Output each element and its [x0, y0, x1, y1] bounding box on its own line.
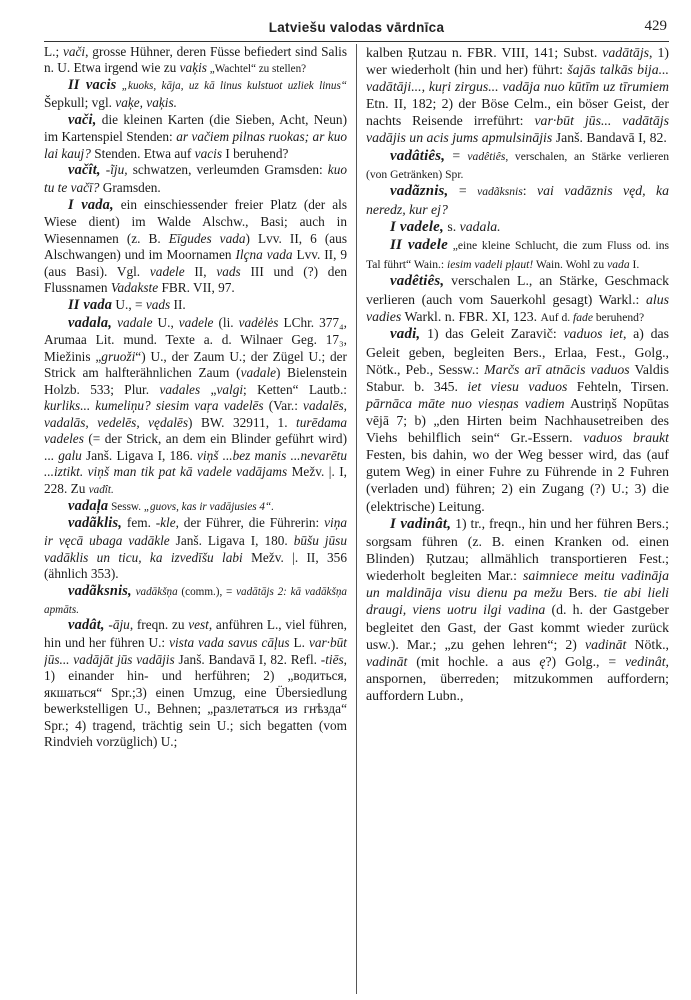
- entry-text: vadināt: [366, 653, 408, 669]
- entry-text: Eīgudes vada: [168, 230, 246, 246]
- entry-text: ; Ketten“ Lautb.:: [243, 381, 347, 397]
- entry-text: galu: [58, 447, 82, 463]
- entry-text: ein einschiessender freier Platz (der als Wiese dient) im Walde Alschw., Basi; auch in Wiesennamen (z. B.: [44, 196, 347, 246]
- right-column: [356, 44, 669, 994]
- entry-text: (Var.:: [263, 398, 304, 414]
- entry-headword: vadala,: [68, 314, 113, 331]
- entry-headword: II vacis: [68, 77, 117, 94]
- header-rule: [44, 41, 669, 42]
- entry-text: kalben Ŗutzau n. FBR. VIII, 141; Subst.: [366, 45, 603, 60]
- entry-text: Ilçna vada: [235, 247, 293, 263]
- entry-text: Marčs arī atnācis vaduos: [484, 361, 630, 377]
- entry-text: iet viesu vaduos: [467, 378, 568, 394]
- entry-text: gruoži: [101, 348, 136, 364]
- entry-headword: vači,: [68, 111, 97, 128]
- entry-headword: vadâtiês,: [390, 147, 446, 164]
- dictionary-entry: [44, 197, 347, 297]
- entry-text: s.: [443, 218, 460, 234]
- entry-text: vadalēs, vadalās, vedelēs, vędalēs: [44, 398, 347, 430]
- entry-headword: vadi,: [390, 326, 421, 343]
- entry-text: vadātājs: [602, 45, 650, 60]
- entry-text: vaduos iet: [563, 326, 624, 342]
- entry-text: U., =: [112, 296, 146, 312]
- entry-text: U.,: [152, 314, 179, 330]
- entry-text: vadêtiês: [467, 149, 506, 163]
- entry-text: Mežv. |. II, 356 (ähnlich 353).: [44, 549, 347, 582]
- entry-text: vadale: [240, 365, 277, 381]
- entry-text: vada: [607, 257, 630, 271]
- entry-text: , freqn. zu: [129, 617, 189, 633]
- entry-headword: vadãklis,: [68, 515, 123, 532]
- entry-headword: vadêtiês,: [390, 273, 445, 290]
- entry-text: „: [200, 381, 217, 397]
- entry-text: vaķe, vaķis.: [115, 95, 177, 111]
- page-header: [44, 0, 669, 44]
- entry-text: „Wachtel“ zu stellen?: [206, 63, 307, 76]
- entry-text: ) Bielenstein Holzb. 533; Plur.: [44, 365, 347, 397]
- dictionary-entry: [366, 182, 669, 218]
- entry-headword: I vadinât,: [390, 515, 452, 532]
- entry-text: vai vadāznis vęd, ka neredz, kur ej?: [366, 183, 669, 217]
- entry-headword: I vadele,: [390, 218, 444, 235]
- entry-text: vadales: [159, 381, 201, 397]
- entry-text: , grosse Hühner, deren Füsse befiedert sind Salis n. U. Etwa irgend wie zu: [44, 44, 348, 76]
- entry-text: FBR. VII, 97.: [158, 280, 235, 296]
- entry-text: „guovs, kas ir vadājusies 4“.: [143, 500, 275, 513]
- entry-text: fade: [573, 310, 593, 324]
- entry-text: schwatzen, verleumden Gramsden:: [127, 162, 328, 178]
- entry-text: -ĩju,: [100, 162, 128, 178]
- entry-text: ?) Golg., =: [545, 653, 625, 669]
- entry-text: kle: [160, 515, 176, 531]
- entry-text: vadātājs 2: kā vadākšņa apmāts.: [44, 585, 347, 616]
- running-title: Latviešu valodas vārdnīca: [268, 20, 445, 35]
- two-column-body: [44, 44, 669, 994]
- entry-text: , 1) wer wiederholt (hin und her) führt:: [366, 45, 669, 78]
- entry-text: ę: [539, 653, 546, 669]
- entry-text: vedinât: [624, 653, 666, 669]
- entry-text: vads: [216, 263, 241, 279]
- entry-text: , anspornen, überreden; mitzukommen auffordern; auffordern Lubn.,: [366, 653, 669, 703]
- entry-text: kurliks... kumeliņu? siesim vaŗa vadelēs: [44, 398, 264, 414]
- entry-text: pārnāca māte nuo viesņas vadiem: [366, 395, 565, 411]
- entry-text: (mit hochle. a aus: [407, 653, 540, 669]
- entry-headword: vačît,: [68, 162, 101, 179]
- entry-text: vadele: [149, 263, 185, 279]
- entry-text: , a) das Geleit geben, begleiten Bers., Erlaa, Fest., Golg., Nötk., Peb., Sessw.:: [366, 326, 669, 377]
- entry-text: vači: [62, 44, 86, 59]
- entry-text: Festen, bis dahin, wo der Weg besser wird, das (auf gutem Weg) in einer Fuhre zu Führende in 2 Fuhren (verladen und) führen; 2) ein Zugang (?) U.; 3) die (elektrische) Leitung.: [366, 447, 669, 514]
- entry-text: iesim vadeli pļaut!: [447, 257, 534, 271]
- entry-text: tie abi lieli draugi, viens uotru ilgi vadina: [366, 585, 669, 618]
- entry-text: alus vadies: [366, 291, 669, 324]
- entry-text: šajās talkās bija... vadātāji..., kuŗi zirgus... vadāja nuo kūtīm uz tīrumiem: [366, 62, 669, 95]
- entry-headword: I vada,: [68, 196, 114, 213]
- entry-text: saimniece meitu vadināja un maldināja visu dienu pa mežu: [366, 568, 669, 601]
- entry-text: Janš. Ligava I, 180.: [169, 533, 294, 549]
- dictionary-entry: [44, 617, 347, 750]
- entry-text: Bers.: [562, 585, 604, 601]
- entry-text: var·būt jūs... vadājāt jūs vadājis: [44, 635, 347, 667]
- entry-text: Vadakste: [110, 280, 159, 296]
- entry-text: vista vada savus cāļus: [169, 635, 290, 651]
- entry-text: (= der Strick, an dem ein Blinder geführt wird) ...: [44, 431, 347, 463]
- left-column: [44, 44, 356, 994]
- entry-text: , anführen L., viel führen, hin und her führen U.:: [44, 617, 347, 651]
- entry-text: ) Lvv. II, 6 (aus Alschwangen) und im Moornamen: [44, 230, 347, 263]
- dictionary-entry: [366, 236, 669, 272]
- dictionary-entry: [44, 77, 347, 111]
- dictionary-entry: [44, 112, 347, 163]
- entry-text: I.: [629, 257, 640, 271]
- entry-text: (comm.), =: [177, 585, 237, 598]
- dictionary-entry: [44, 515, 347, 582]
- dictionary-entry: [44, 297, 347, 315]
- entry-headword: vadãksnis,: [68, 582, 132, 599]
- entry-headword: vadãznis,: [390, 183, 449, 200]
- entry-text: vadākšņa: [131, 585, 178, 598]
- entry-headword: II vada: [68, 296, 113, 313]
- entry-text: Nötk.,: [626, 636, 669, 652]
- dictionary-entry: [366, 325, 669, 514]
- entry-text: ar vačiem pilnas ruokas; ar kuo lai kauj?: [44, 129, 348, 161]
- entry-text: 1) tr., freqn., hin und her führen Bers.; sorgsam führen (z. B. einen Kranken od. einen Blinden) Ŗutzau; allmählich transportieren Fest.; wiederholt begleiten Mar.:: [366, 515, 669, 584]
- entry-text: valgi: [216, 381, 244, 397]
- entry-text: „kuoks, kāja, uz kā linus kulstuot uzliek linus“: [116, 80, 347, 93]
- entry-text: II,: [184, 263, 217, 279]
- dictionary-entry: [366, 44, 669, 147]
- dictionary-entry: [44, 44, 347, 77]
- entry-text: vadît.: [88, 483, 114, 496]
- entry-text: beruhend?: [592, 310, 645, 324]
- entry-text: III und (?) den Flussnamen: [44, 263, 347, 296]
- entry-text: vadināt: [585, 636, 627, 652]
- entry-text: L.: [289, 635, 309, 651]
- entry-text: Austriņš Nopūtas vējā 7; b) „den Hirten beim Nachhausetreiben des Viehs behilflich sein“ Gr.-Essern.: [366, 395, 669, 446]
- entry-text: kuo tu te vačī?: [44, 162, 347, 196]
- entry-text: Stenden. Etwa auf: [90, 145, 195, 161]
- entry-text: vadale: [117, 314, 153, 330]
- entry-text: , 1) einander hin- und herführen; 2) „водиться, якшаться“ Spr.;3) einen Umzug, eine Übersiedlung bewerkstelligen U., Behnen; „разлетаться из гнѣзда“ Spr.; 4) tragend, trächtig sein U.; sich begatten (vom Rindvieh vorzüglich) U.;: [44, 651, 347, 750]
- dictionary-entry: [44, 498, 347, 516]
- entry-text: viņš ...bez manis ...nevarētu ...iztikt. viņš man tik pat kā vadele vadājams: [44, 447, 348, 480]
- entry-text: Sessw.: [108, 500, 144, 513]
- entry-text: -: [104, 617, 113, 633]
- entry-text: Wain. Wohl zu: [533, 257, 608, 271]
- entry-text: (li.: [213, 314, 239, 330]
- entry-text: turēdama vadeles: [44, 414, 347, 447]
- entry-text: vadėlės: [238, 314, 279, 330]
- entry-text: Šepkull; vgl.: [44, 95, 116, 111]
- entry-text: I beruhend?: [222, 145, 289, 161]
- entry-text: vadãksnis: [477, 185, 523, 199]
- entry-text: Auf d.: [540, 310, 574, 324]
- entry-text: Valdis Stabur. b. 345.: [366, 361, 669, 394]
- entry-text: , verschalen, an Stärke verlieren (von Getränken) Spr.: [366, 149, 669, 182]
- entry-text: tiēs: [325, 651, 344, 667]
- entry-text: Etn. II, 182; 2) der Böse Celm., ein böser Geist, der nachts Reisende irreführt:: [366, 96, 669, 129]
- dictionary-entry: [366, 147, 669, 183]
- entry-text: II.: [170, 296, 186, 312]
- entry-text: „eine kleine Schlucht, die zum Fluss od. ins Tal führt“ Wain.:: [366, 239, 669, 271]
- entry-text: =: [445, 147, 468, 163]
- entry-text: vaduos braukt: [583, 430, 669, 446]
- entry-text: “) U., der Zaum U.; der Zügel U.; der Strick am halfterähnlichen Zaum (: [44, 348, 347, 381]
- entry-text: Gramsden.: [99, 180, 161, 196]
- entry-text: būšu jūsu vadāklis un ticu, ka izvedīšu labi: [44, 533, 347, 565]
- entry-text: vaķis: [179, 60, 207, 76]
- page-number: 429: [644, 18, 667, 34]
- dictionary-entry: [366, 218, 669, 236]
- entry-text: var·būt jūs... vadātājs vadājis un acis jums apmulsinājis: [366, 113, 669, 146]
- entry-headword: vadât,: [68, 617, 105, 634]
- entry-text: Fehteln, Tirsen.: [567, 378, 669, 394]
- dictionary-entry: [44, 162, 347, 196]
- entry-headword: II vadele: [390, 237, 448, 254]
- entry-text: vadele: [178, 314, 214, 330]
- entry-text: viņa ir vęcā ubaga vadākle: [44, 515, 347, 549]
- entry-text: Janš. Bandavā I, 82.: [552, 130, 667, 146]
- entry-text: vacis: [194, 145, 222, 161]
- entry-text: Warkl. n. FBR. XI, 123.: [401, 308, 541, 324]
- entry-text: vest: [188, 617, 209, 633]
- entry-text: :: [522, 183, 538, 199]
- entry-text: vadala.: [459, 218, 501, 234]
- entry-text: (d. h. der Gastgeber begleitet den Gast, der Gast kommt wieder zurück usw.). Mar.; „zu gehen lehren“; 2): [366, 602, 669, 652]
- entry-text: die kleinen Karten (die Sieben, Acht, Neun) im Kartenspiel Stenden:: [44, 111, 347, 145]
- entry-text: , der Führer, die Führerin:: [175, 515, 325, 531]
- dictionary-entry: [366, 515, 669, 704]
- entry-text: L.;: [44, 44, 63, 59]
- entry-text: Lvv. II, 9 (aus Basi). Vgl.: [44, 247, 348, 279]
- entry-text: verschalen L., an Stärke, Geschmack verlieren (auch vom Sauerkohl gesagt) Warkl.:: [366, 273, 669, 307]
- entry-text: fem. -: [122, 515, 161, 531]
- entry-text: LChr. 377₄, Arumaa Lit. mund. Texte a. d. Wilnaer Geg. 17₃, Miežinis „: [44, 314, 348, 364]
- entry-text: Janš. Ligava I, 186.: [81, 447, 198, 463]
- entry-headword: vadaļa: [68, 497, 109, 514]
- entry-text: 1) das Geleit Zaravič:: [420, 326, 564, 342]
- entry-text: vads: [145, 296, 171, 312]
- entry-text: Mežv. |. I, 228. Zu: [44, 464, 347, 496]
- entry-text: =: [448, 183, 478, 199]
- entry-text: ) BW. 32911, 1.: [188, 414, 297, 430]
- entry-text: Janš. Bandavā I, 82. Refl. -: [174, 651, 326, 667]
- dictionary-entry: [44, 583, 347, 618]
- entry-text: āju: [112, 617, 130, 633]
- dictionary-entry: [366, 272, 669, 325]
- dictionary-entry: [44, 315, 347, 498]
